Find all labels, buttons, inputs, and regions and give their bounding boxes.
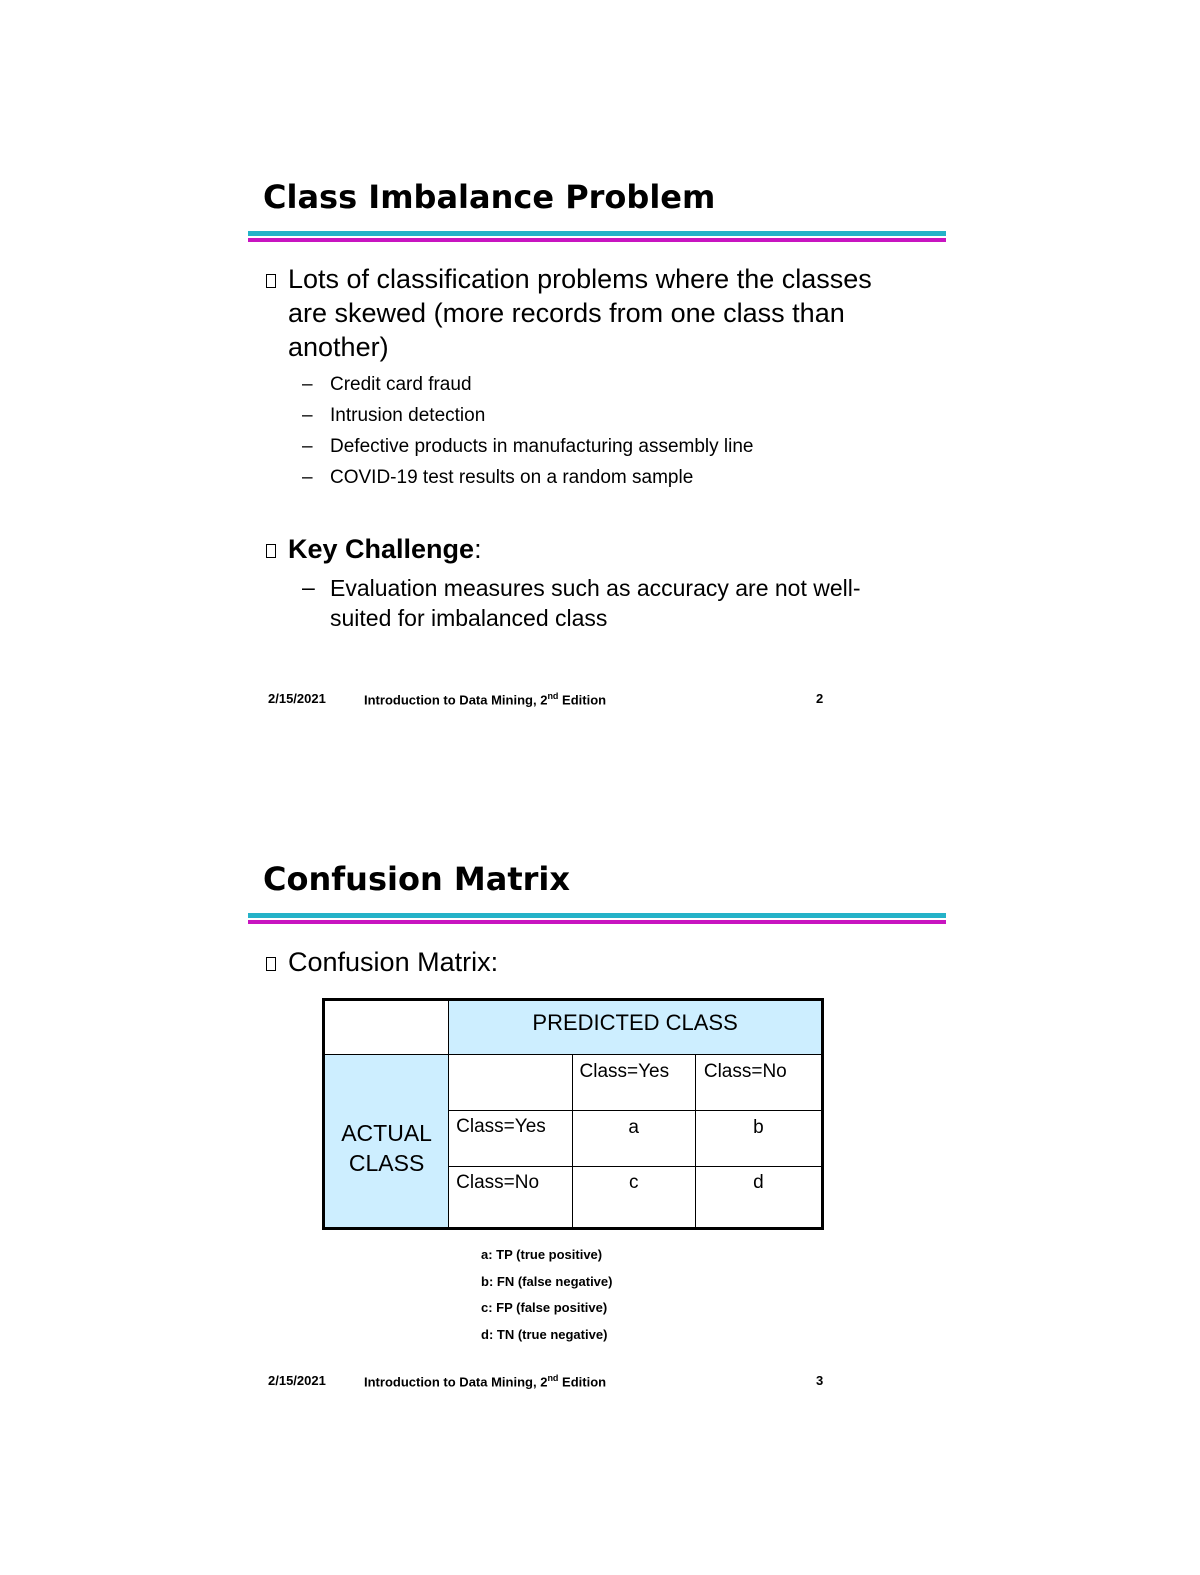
bullet-line: another) — [288, 332, 389, 362]
slide2-footer-date: 2/15/2021 — [268, 1373, 326, 1388]
dash-icon: – — [302, 405, 313, 426]
cell-b: b — [695, 1111, 822, 1167]
square-bullet-icon — [266, 955, 276, 973]
predicted-class-header: PREDICTED CLASS — [449, 1000, 823, 1055]
legend-item: b: FN (false negative) — [481, 1273, 613, 1289]
column-header-yes: Class=Yes — [572, 1055, 695, 1111]
slide1-title-rule — [248, 231, 946, 242]
column-header-no: Class=No — [695, 1055, 822, 1111]
challenge-line: Evaluation measures such as accuracy are not well- — [330, 575, 861, 601]
slide1-bullet-1 — [288, 262, 948, 364]
empty-corner-cell — [324, 1000, 449, 1055]
cell-d: d — [695, 1167, 822, 1229]
list-item: – COVID-19 test results on a random sample — [302, 462, 942, 493]
dash-icon: – — [302, 436, 313, 457]
key-challenge-text — [330, 573, 950, 633]
slide2-footer-book: Introduction to Data Mining, 2nd Edition — [364, 1373, 607, 1390]
slide1-sub-list — [302, 369, 942, 493]
legend-item: c: FP (false positive) — [481, 1300, 608, 1315]
slide2-title-rule — [248, 913, 946, 924]
cell-c: c — [572, 1167, 695, 1229]
table-row — [324, 1000, 823, 1055]
row-header-no: Class=No — [449, 1167, 572, 1229]
bullet-line: Lots of classification problems where the classes — [288, 264, 872, 294]
slide1-page-number: 2 — [816, 691, 824, 706]
slide1-footer-date: 2/15/2021 — [268, 691, 326, 706]
matrix-legend — [481, 1242, 612, 1348]
slide2-page-number: 3 — [816, 1373, 824, 1388]
confusion-matrix-table — [322, 998, 824, 1230]
list-item: – Intrusion detection — [302, 400, 942, 431]
square-bullet-icon — [266, 272, 276, 290]
slide1-title: Class Imbalance Problem — [263, 178, 716, 216]
dash-icon: – — [302, 467, 313, 488]
cell-a: a — [572, 1111, 695, 1167]
table-row — [324, 1055, 823, 1111]
challenge-line: suited for imbalanced class — [330, 605, 608, 631]
dash-icon: – — [302, 374, 313, 395]
key-challenge-heading: Key Challenge: — [288, 534, 482, 564]
list-item: – Credit card fraud — [302, 369, 942, 400]
list-item: – Defective products in manufacturing assembly line — [302, 431, 942, 462]
square-bullet-icon — [266, 542, 276, 560]
empty-header-cell — [449, 1055, 572, 1111]
dash-icon: – — [302, 574, 315, 600]
slide2-bullet-1: Confusion Matrix: — [288, 947, 499, 977]
actual-class-header: ACTUAL CLASS — [324, 1055, 449, 1229]
legend-item: a: TP (true positive) — [481, 1247, 603, 1262]
bullet-line: are skewed (more records from one class than — [288, 298, 845, 328]
row-header-yes: Class=Yes — [449, 1111, 572, 1167]
slide1-footer-book: Introduction to Data Mining, 2nd Edition — [364, 691, 607, 708]
slide2-title: Confusion Matrix — [263, 860, 570, 898]
legend-item: d: TN (true negative) — [481, 1326, 608, 1342]
